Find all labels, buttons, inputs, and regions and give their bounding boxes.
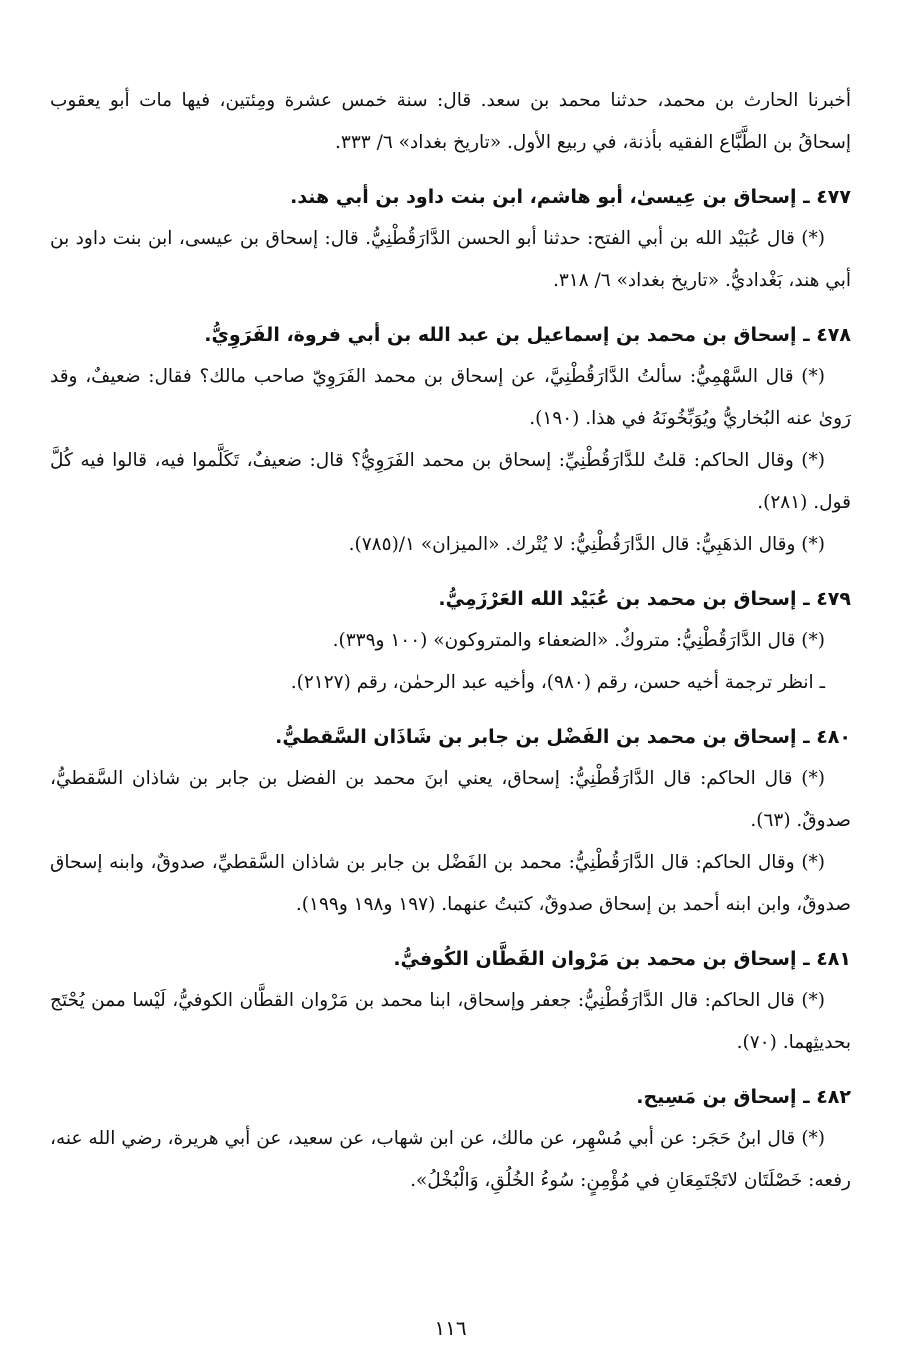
- entry-heading: ٤٨١ ـ إسحاق بن محمد بن مَرْوان القَطَّان الكُوفيُّ.: [393, 948, 851, 970]
- entry-paragraph: (*) قال الدَّارَقُطْنِيُّ: متروكٌ. «الضعفاء والمتروكون» (١٠٠ و٣٣٩).: [332, 630, 825, 651]
- page-number: ١١٦: [434, 1316, 467, 1340]
- entry-heading: ٤٨٠ ـ إسحاق بن محمد بن الفَضْل بن جابر بن شَاذَان السَّقطيُّ.: [275, 726, 851, 748]
- entry-481: [50, 938, 851, 1064]
- entry-heading: ٤٧٧ ـ إسحاق بن عِيسىٰ، أبو هاشم، ابن بنت داود بن أبي هند.: [290, 186, 851, 208]
- entry-479: [50, 578, 851, 704]
- intro-paragraph: أخبرنا الحارث بن محمد، حدثنا محمد بن سعد. قال: سنة خمس عشرة ومِئتين، فيها مات أبو يعقوب إسحاقُ بن الطَّبَّاع الفقيه بأذنة، في ربيع الأول. «تاريخ بغداد» ٦/ ٣٣٣.: [50, 90, 851, 153]
- entry-cross-reference: ـ انظر ترجمة أخيه حسن، رقم (٩٨٠)، وأخيه عبد الرحمٰن، رقم (٢١٢٧).: [290, 672, 825, 693]
- entry-heading: ٤٧٩ ـ إسحاق بن محمد بن عُبَيْد الله العَرْزَمِيُّ.: [438, 588, 851, 610]
- entry-paragraph: (*) قال ابنُ حَجَر: عن أبي مُسْهِر، عن مالك، عن ابن شهاب، عن سعيد، عن أبي هريرة، رضي الله عنه، رفعه: خَصْلَتَان لاتَجْتَمِعَانِ في مُؤْمِنٍ: سُوءُ الخُلُقِ، وَالْبُخْلُ».: [50, 1128, 851, 1191]
- entry-paragraph: (*) وقال الذهَبِيُّ: قال الدَّارَقُطْنِيُّ: لا يُتْرك. «الميزان» ١/(٧٨٥).: [348, 534, 825, 555]
- entry-478: [50, 314, 851, 566]
- entry-paragraph: (*) قال السَّهْمِيُّ: سألتُ الدَّارَقُطْنِيَّ، عن إسحاق بن محمد الفَرَوِيّ صاحب مالك؟ فقال: ضعيفٌ، وقد رَوىٰ عنه البُخاريُّ ويُوَبِّخُونَهُ في هذا. (١٩٠).: [50, 366, 851, 429]
- entry-477: [50, 176, 851, 302]
- entry-paragraph: (*) قال الحاكم: قال الدَّارَقُطْنِيُّ: إسحاق، يعني ابنَ محمد بن الفضل بن جابر بن شاذان السَّقطيُّ، صدوقٌ. (٦٣).: [50, 768, 851, 831]
- entry-480: [50, 716, 851, 926]
- entry-heading: ٤٧٨ ـ إسحاق بن محمد بن إسماعيل بن عبد الله بن أبي فروة، الفَرَوِيُّ.: [204, 324, 851, 346]
- entry-paragraph: (*) قال عُبَيْد الله بن أبي الفتح: حدثنا أبو الحسن الدَّارَقُطْنِيُّ. قال: إسحاق بن عيسى، ابن بنت داود بن أبي هند، بَغْداديُّ. «تاريخ بغداد» ٦/ ٣١٨.: [50, 228, 851, 291]
- entry-paragraph: (*) وقال الحاكم: قلتُ للدَّارَقُطْنِيِّ: إسحاق بن محمد الفَرَوِيُّ؟ قال: ضعيفٌ، تَكَلَّموا فيه، قالوا فيه كُلَّ قول. (٢٨١).: [50, 450, 851, 513]
- entry-paragraph: (*) وقال الحاكم: قال الدَّارَقُطْنِيُّ: محمد بن الفَضْل بن جابر بن شاذان السَّقطيِّ، صدوقٌ، وابنه إسحاق صدوقٌ، وابن ابنه أحمد بن إسحاق صدوقٌ، كتبتُ عنهما. (١٩٧ و١٩٨ و١٩٩).: [50, 852, 851, 915]
- page-body: [50, 80, 851, 1202]
- entry-482: [50, 1076, 851, 1202]
- entry-paragraph: (*) قال الحاكم: قال الدَّارَقُطْنِيُّ: جعفر وإسحاق، ابنا محمد بن مَرْوان القطَّان الكوفيُّ، لَيْسا ممن يُحْتَج بحديثِهما. (٧٠).: [50, 990, 851, 1053]
- entry-heading: ٤٨٢ ـ إسحاق بن مَسِيح.: [636, 1086, 851, 1108]
